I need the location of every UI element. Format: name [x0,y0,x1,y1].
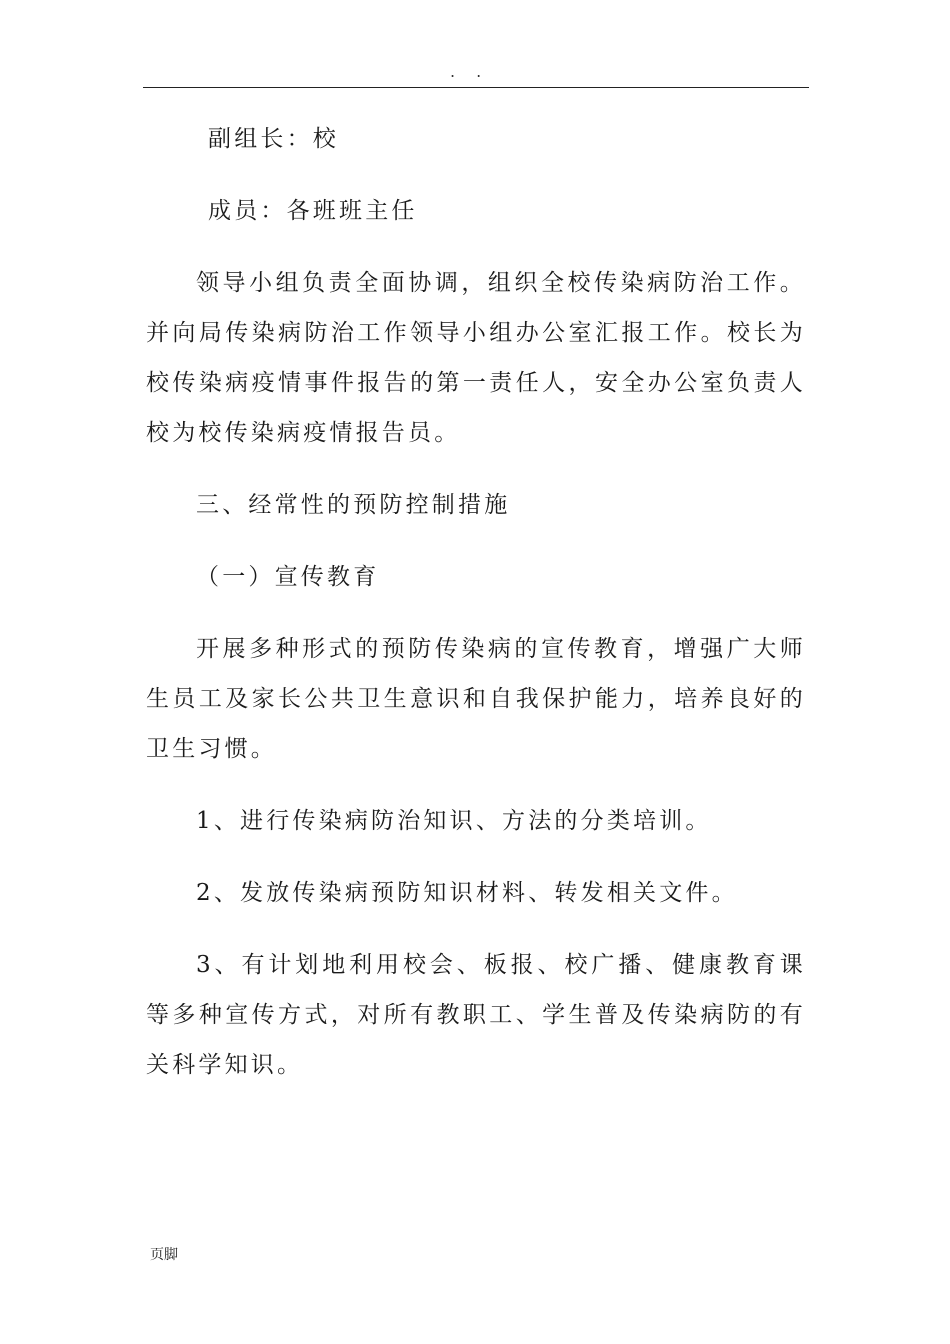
footer-label: 页脚 [150,1247,178,1263]
subsection-heading-1: （一）宣传教育 [196,564,380,590]
list-item-2: 2、发放传染病预防知识材料、转发相关文件。 [196,880,738,906]
header-marks: . . [450,62,490,81]
list-item-3: 3、有计划地利用校会、板报、校广播、健康教育课等多种宣传方式，对所有教职工、学生普及传染病防的有关科学知识。 [146,952,806,1078]
list-item-1: 1、进行传染病防治知识、方法的分类培训。 [196,808,712,834]
header-rule [143,87,809,88]
vice-leader-line: 副组长：校 [208,126,339,152]
section-heading-3: 三、经常性的预防控制措施 [196,492,511,518]
members-line: 成员：各班班主任 [208,198,418,224]
document-body [146,114,806,1090]
leadership-paragraph: 领导小组负责全面协调，组织全校传染病防治工作。并向局传染病防治工作领导小组办公室汇报工作。校长为校传染病疫情事件报告的第一责任人，安全办公室负责人校为校传染病疫情报告员。 [146,270,806,446]
education-paragraph: 开展多种形式的预防传染病的宣传教育，增强广大师生员工及家长公共卫生意识和自我保护能力，培养良好的卫生习惯。 [146,636,806,762]
